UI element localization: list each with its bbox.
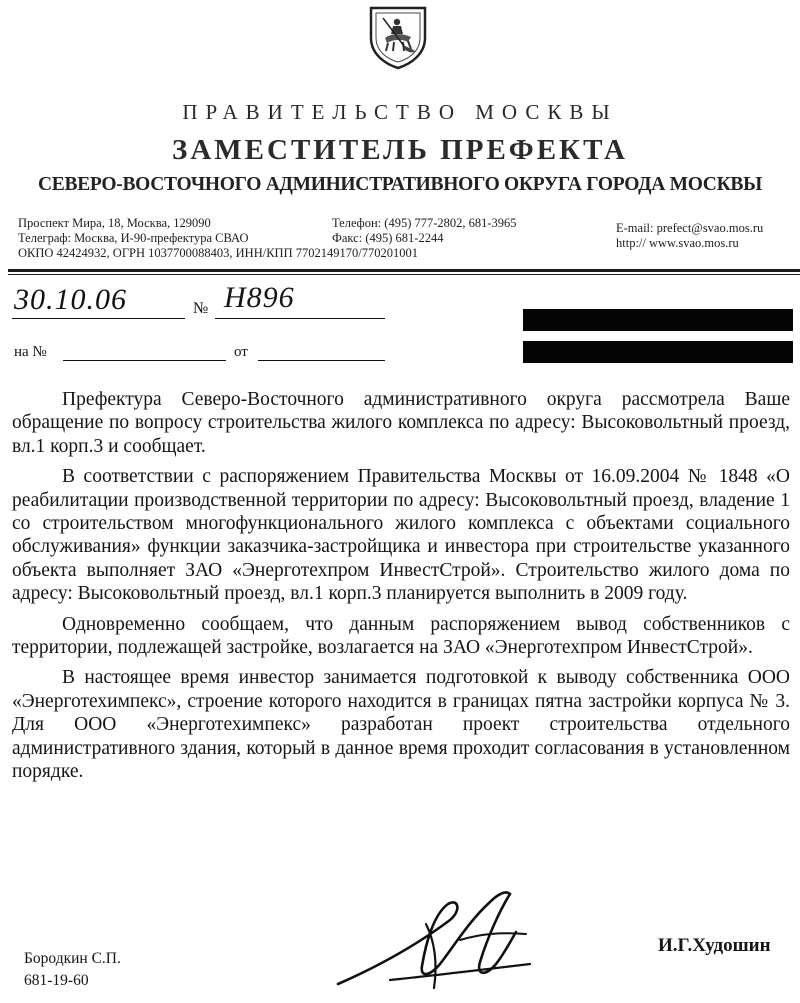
website-address: http:// www.svao.mos.ru xyxy=(616,236,739,250)
redacted-addressee-line-1 xyxy=(523,309,793,331)
postal-address: Проспект Мира, 18, Москва, 129090 xyxy=(18,216,211,230)
reference-date-label: от xyxy=(234,344,248,360)
phone-numbers: Телефон: (495) 777-2802, 681-3965 xyxy=(332,216,517,230)
contact-phone-block xyxy=(332,216,517,246)
registration-codes: ОКПО 42424932, ОГРН 1037700088403, ИНН/КПП 7702149170/770201001 xyxy=(18,246,418,260)
outgoing-date: 30.10.06 xyxy=(14,283,127,316)
executor-name: Бородкин С.П. xyxy=(24,950,121,967)
date-underline xyxy=(12,318,185,319)
body-paragraph-4: В настоящее время инвестор занимается подготовкой к выводу собственника ООО «Энерготехимпекс», строение которого находится в границах пятна застройки корпуса № 3. Для ООО «Энерготехимпекс» разработан проект строительства отдельного административного здания, который в данное время проходит согласования в установленном порядке. xyxy=(12,667,790,783)
body-paragraph-1: Префектура Северо-Восточного административного округа рассмотрела Ваше обращение по вопросу строительства жилого комплекса по адресу: Высоковольтный проезд, вл.1 корп.3 и сообщает. xyxy=(12,389,790,457)
telegraph-address: Телеграф: Москва, И-90-префектура СВАО xyxy=(18,231,249,245)
contact-web-block xyxy=(616,221,763,251)
reference-number-line xyxy=(63,360,226,361)
body-paragraph-3: Одновременно сообщаем, что данным распоряжением вывод собственников с территории, подлежащей застройке, возлагается на ЗАО «Энерготехпром ИнвестСтрой». xyxy=(12,613,790,659)
number-underline xyxy=(215,318,385,319)
moscow-coat-of-arms-icon xyxy=(367,4,429,70)
letterhead-divider-thin xyxy=(8,274,800,275)
executor-block xyxy=(24,948,121,992)
signer-name: И.Г.Худошин xyxy=(658,935,771,956)
body-paragraph-2: В соответствии с распоряжением Правительства Москвы от 16.09.2004 № 1848 «О реабилитации производственной территории по адресу: Высоковольтный проезд, владение 1 со строительством многофункционального жилого комплекса с объектами социального обслуживания» функции заказчика-застройщика и инвестора при строительстве указанного объекта выполняет ЗАО «Энерготехпром ИнвестСтрой». Строительство жилого дома по адресу: Высоковольтный проезд, вл.1 корп.3 планируется выполнить в 2009 году. xyxy=(12,466,790,605)
letter-body xyxy=(12,388,790,791)
deputy-prefect-heading: ЗАМЕСТИТЕЛЬ ПРЕФЕКТА xyxy=(172,134,628,166)
government-heading: ПРАВИТЕЛЬСТВО МОСКВЫ xyxy=(182,100,618,124)
reference-date-line xyxy=(258,360,385,361)
reference-number-label: на № xyxy=(14,344,47,360)
email-address: E-mail: prefect@svao.mos.ru xyxy=(616,221,764,235)
redacted-addressee-line-2 xyxy=(523,341,793,363)
letterhead-divider xyxy=(8,269,800,272)
executor-phone: 681-19-60 xyxy=(24,972,89,989)
fax-number: Факс: (495) 681-2244 xyxy=(332,231,444,245)
outgoing-number: Н896 xyxy=(224,281,295,314)
handwritten-signature xyxy=(330,880,560,998)
district-heading: СЕВЕРО-ВОСТОЧНОГО АДМИНИСТРАТИВНОГО ОКРУГА ГОРОДА МОСКВЫ xyxy=(38,174,762,195)
outgoing-number-sign: № xyxy=(193,300,209,317)
